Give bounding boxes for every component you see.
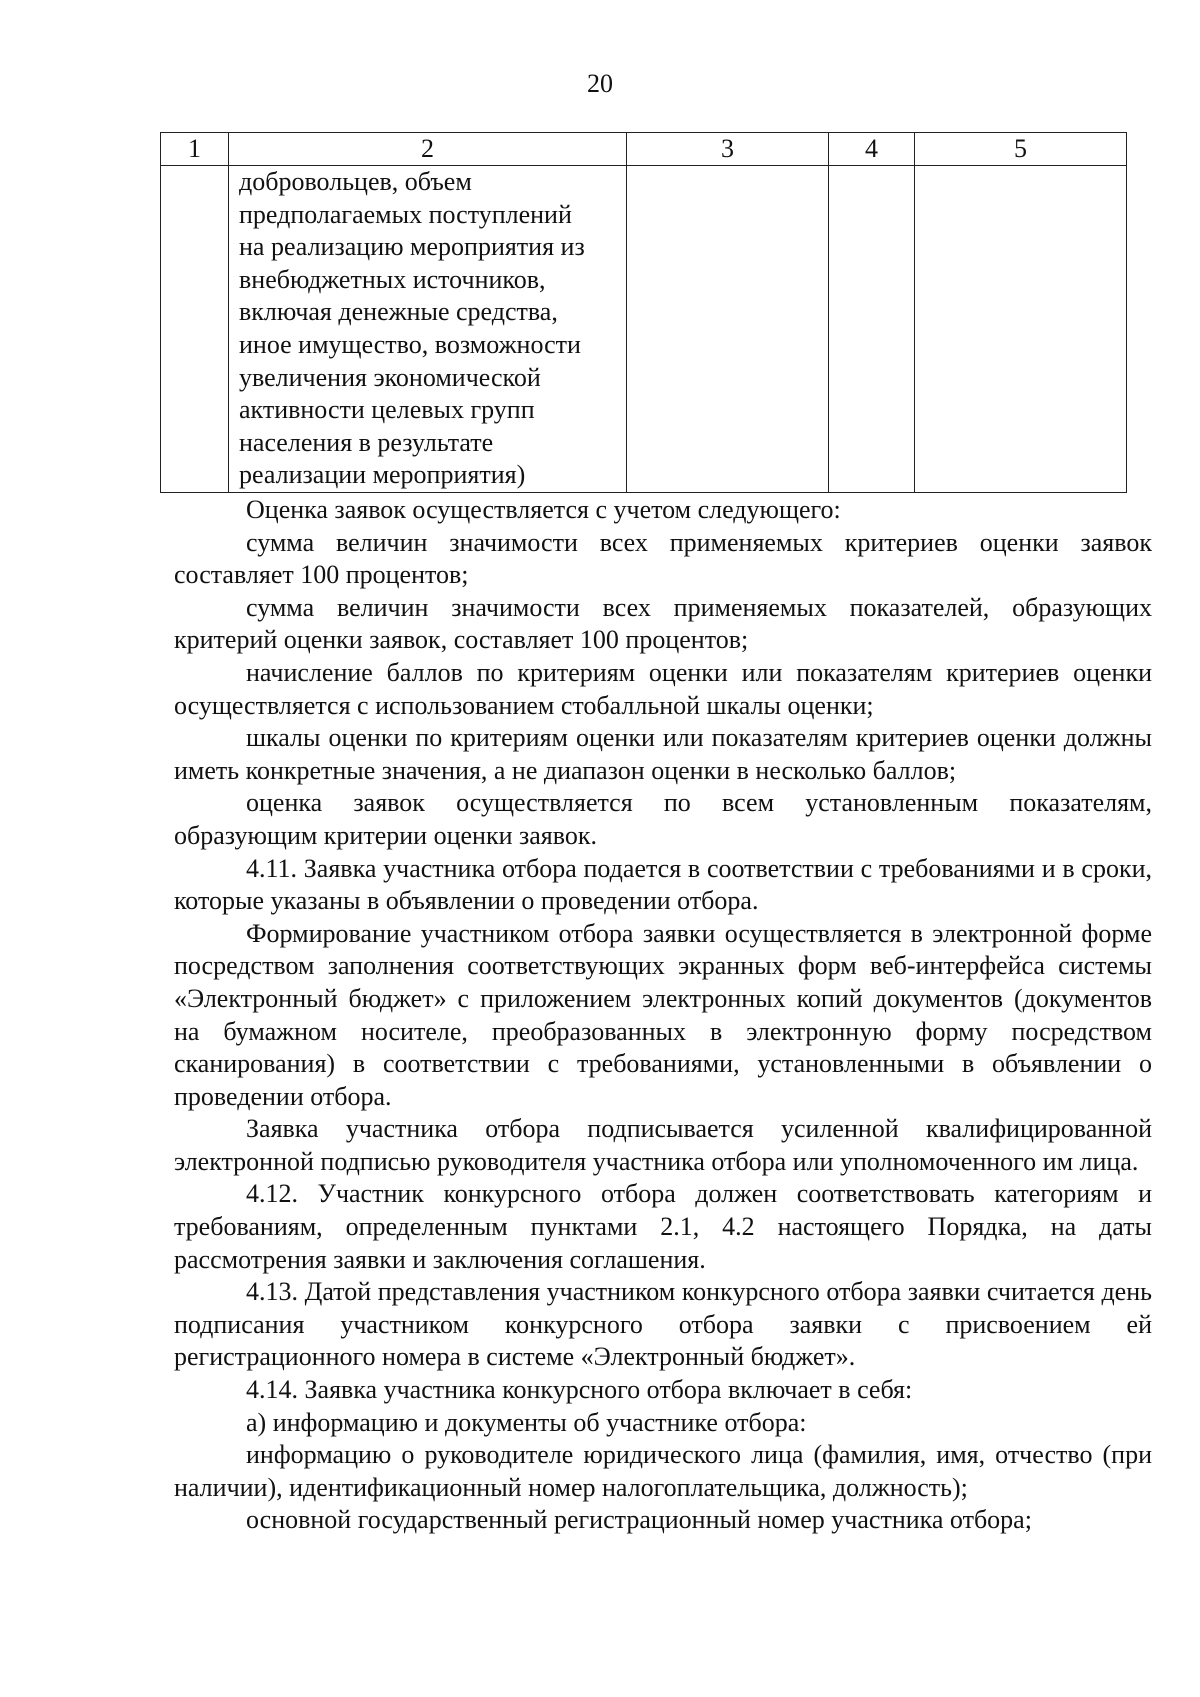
paragraph: Формирование участником отбора заявки осуществляется в электронной форме посредством заполнения соответствующих экранных форм веб-интерфейса системы «Электронный бюджет» с приложением электронных копий документов (документов на бумажном носителе, преобразованных в электронную форму посредством сканирования) в соответствии с требованиями, установленными в объявлении о проведении отбора.: [174, 918, 1152, 1111]
paragraph: Оценка заявок осуществляется с учетом следующего:: [246, 495, 841, 524]
criteria-table: [160, 132, 1127, 493]
cell-text-line: активности целевых групп: [239, 395, 535, 425]
table-header-cell: 2: [229, 133, 627, 166]
cell-text-line: на реализацию мероприятия из: [239, 232, 585, 262]
paragraph: 4.12. Участник конкурсного отбора должен соответствовать категориям и требованиям, определенным пунктами 2.1, 4.2 настоящего Порядка, на даты рассмотрения заявки и заключения соглашения.: [174, 1179, 1152, 1274]
paragraph: оценка заявок осуществляется по всем установленным показателям, образующим критерии оценки заявок.: [174, 788, 1152, 850]
table-header-cell: 4: [829, 133, 915, 166]
paragraph: Заявка участника отбора подписывается усиленной квалифицированной электронной подписью руководителя участника отбора или уполномоченного им лица.: [174, 1114, 1152, 1176]
table-cell: [627, 166, 829, 493]
cell-text-line: населения в результате: [239, 427, 494, 457]
table-header-cell: 5: [915, 133, 1127, 166]
paragraph: сумма величин значимости всех применяемых показателей, образующих критерий оценки заявок, составляет 100 процентов;: [174, 592, 1152, 655]
paragraph: начисление баллов по критериям оценки или показателям критериев оценки осуществляется с использованием стобалльной шкалы оценки;: [174, 657, 1152, 720]
page-number: 20: [587, 69, 613, 98]
cell-text-line: реализации мероприятия): [239, 460, 526, 490]
cell-text-line: включая денежные средства,: [239, 297, 558, 327]
table-cell: [829, 166, 915, 493]
paragraph: а) информацию и документы об участнике отбора:: [246, 1407, 807, 1437]
table-cell: [915, 166, 1127, 493]
table-header-cell: 3: [627, 133, 829, 166]
table-header-cell: 1: [161, 133, 229, 166]
paragraph: сумма величин значимости всех применяемых критериев оценки заявок составляет 100 процентов;: [174, 527, 1152, 590]
paragraph: 4.11. Заявка участника отбора подается в соответствии с требованиями и в сроки, которые указаны в объявлении о проведении отбора.: [174, 853, 1152, 916]
table-header-row: [161, 133, 1127, 166]
paragraph: основной государственный регистрационный номер участника отбора;: [246, 1505, 1032, 1535]
cell-text-line: иное имущество, возможности: [239, 329, 581, 359]
table-cell-description: [229, 166, 627, 493]
cell-text-line: увеличения экономической: [239, 362, 541, 392]
cell-text-line: добровольцев, объем: [239, 167, 472, 196]
document-body: [174, 494, 1152, 1537]
table-row: [161, 166, 1127, 493]
paragraph: 4.13. Датой представления участником конкурсного отбора заявки считается день подписания участником конкурсного отбора заявки с присвоением ей регистрационного номера в системе «Электронный бюджет».: [174, 1277, 1152, 1372]
cell-text-line: внебюджетных источников,: [239, 264, 546, 294]
paragraph: шкалы оценки по критериям оценки или показателям критериев оценки должны иметь конкретные значения, а не диапазон оценки в несколько баллов;: [174, 723, 1152, 785]
table-cell: [161, 166, 229, 493]
paragraph: 4.14. Заявка участника конкурсного отбора включает в себя:: [246, 1375, 913, 1405]
cell-text-line: предполагаемых поступлений: [239, 199, 572, 229]
paragraph: информацию о руководителе юридического лица (фамилия, имя, отчество (при наличии), идентификационный номер налогоплательщика, должность);: [174, 1440, 1152, 1502]
